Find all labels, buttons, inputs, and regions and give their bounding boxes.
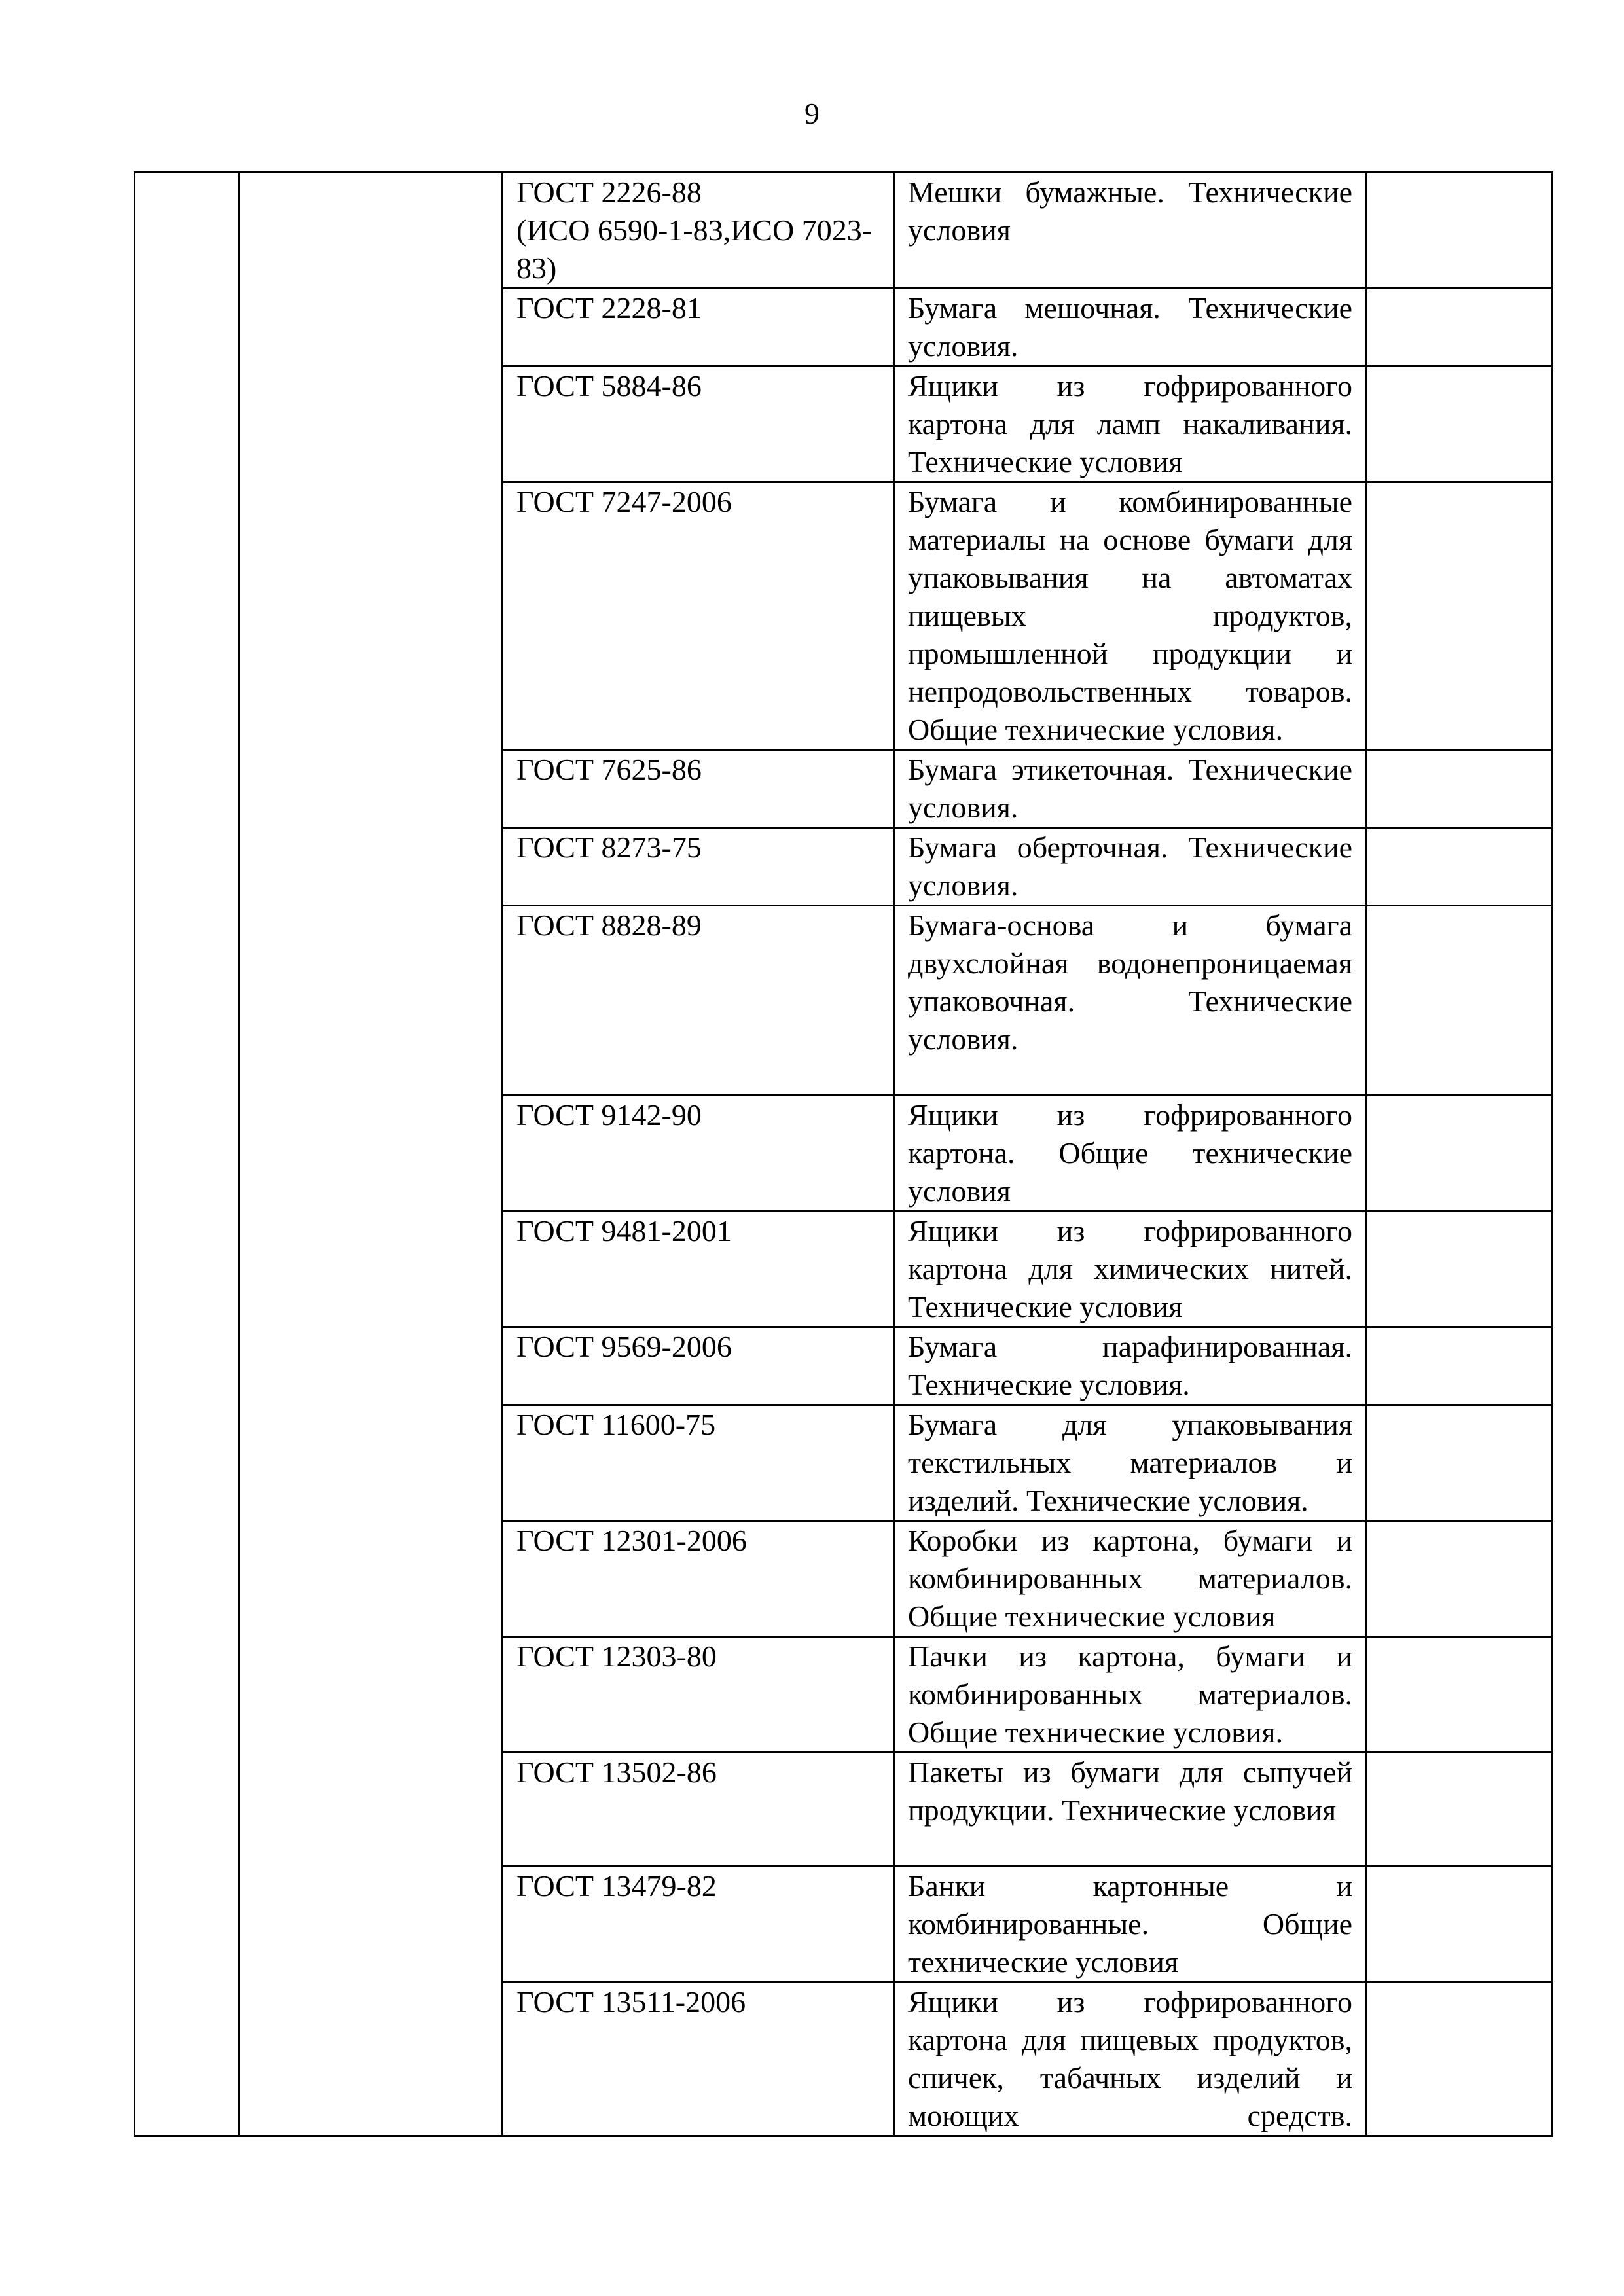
notes-cell [1367, 1211, 1553, 1327]
standard-code: ГОСТ 9481-2001 [503, 1211, 894, 1327]
notes-cell [1367, 1096, 1553, 1211]
notes-cell [1367, 1405, 1553, 1521]
standard-code: ГОСТ 11600-75 [503, 1405, 894, 1521]
standard-code: ГОСТ 5884-86 [503, 367, 894, 482]
standard-code: ГОСТ 8273-75 [503, 828, 894, 906]
notes-cell [1367, 173, 1553, 289]
standard-code: ГОСТ 9569-2006 [503, 1327, 894, 1405]
standard-code: ГОСТ 7625-86 [503, 750, 894, 828]
standard-description: Коробки из картона, бумаги и комбинированных материалов. Общие технические условия [894, 1521, 1367, 1637]
standard-description: Пакеты из бумаги для сыпучей продукции. Технические условия [894, 1753, 1367, 1867]
standard-description: Бумага мешочная. Технические условия. [894, 289, 1367, 367]
notes-cell [1367, 1867, 1553, 1982]
standard-description: Бумага-основа и бумага двухслойная водонепроницаемая упаковочная. Технические условия. [894, 906, 1367, 1096]
notes-cell [1367, 289, 1553, 367]
standard-description: Банки картонные и комбинированные. Общие технические условия [894, 1867, 1367, 1982]
standard-code: ГОСТ 13511-2006 [503, 1982, 894, 2136]
standard-description: Ящики из гофрированного картона для химических нитей. Технические условия [894, 1211, 1367, 1327]
standard-description: Бумага парафинированная. Технические условия. [894, 1327, 1367, 1405]
notes-cell [1367, 906, 1553, 1096]
standard-code: ГОСТ 12303-80 [503, 1637, 894, 1753]
notes-cell [1367, 1637, 1553, 1753]
standard-description: Ящики из гофрированного картона для ламп накаливания. Технические условия [894, 367, 1367, 482]
standard-description: Пачки из картона, бумаги и комбинированных материалов. Общие технические условия. [894, 1637, 1367, 1753]
page-number: 9 [804, 97, 820, 130]
product-column-cell [240, 173, 503, 2136]
notes-cell [1367, 367, 1553, 482]
standard-code: ГОСТ 9142-90 [503, 1096, 894, 1211]
notes-cell [1367, 1982, 1553, 2136]
notes-cell [1367, 750, 1553, 828]
standard-description: Бумага для упаковывания текстильных материалов и изделий. Технические условия. [894, 1405, 1367, 1521]
standard-description: Мешки бумажные. Технические условия [894, 173, 1367, 289]
standard-code: ГОСТ 2226-88 (ИСО 6590-1-83,ИСО 7023-83) [503, 173, 894, 289]
standard-code: ГОСТ 13502-86 [503, 1753, 894, 1867]
standard-description: Ящики из гофрированного картона для пищевых продуктов, спичек, табачных изделий и моющих средств. [894, 1982, 1367, 2136]
notes-cell [1367, 1327, 1553, 1405]
table-row-1 [135, 173, 1553, 289]
notes-cell [1367, 482, 1553, 750]
standards-table-body [135, 173, 1553, 2136]
standards-table [134, 171, 1553, 2137]
standard-description: Бумага этикеточная. Технические условия. [894, 750, 1367, 828]
standard-code: ГОСТ 2228-81 [503, 289, 894, 367]
notes-cell [1367, 828, 1553, 906]
standard-code: ГОСТ 8828-89 [503, 906, 894, 1096]
number-column-cell [135, 173, 240, 2136]
standard-description: Ящики из гофрированного картона. Общие технические условия [894, 1096, 1367, 1211]
standard-code: ГОСТ 7247-2006 [503, 482, 894, 750]
notes-cell [1367, 1753, 1553, 1867]
standard-code: ГОСТ 13479-82 [503, 1867, 894, 1982]
standard-code: ГОСТ 12301-2006 [503, 1521, 894, 1637]
standard-description: Бумага оберточная. Технические условия. [894, 828, 1367, 906]
notes-cell [1367, 1521, 1553, 1637]
standard-description: Бумага и комбинированные материалы на основе бумаги для упаковывания на автоматах пищевых продуктов, промышленной продукции и непродовольственных товаров. Общие технические условия. [894, 482, 1367, 750]
